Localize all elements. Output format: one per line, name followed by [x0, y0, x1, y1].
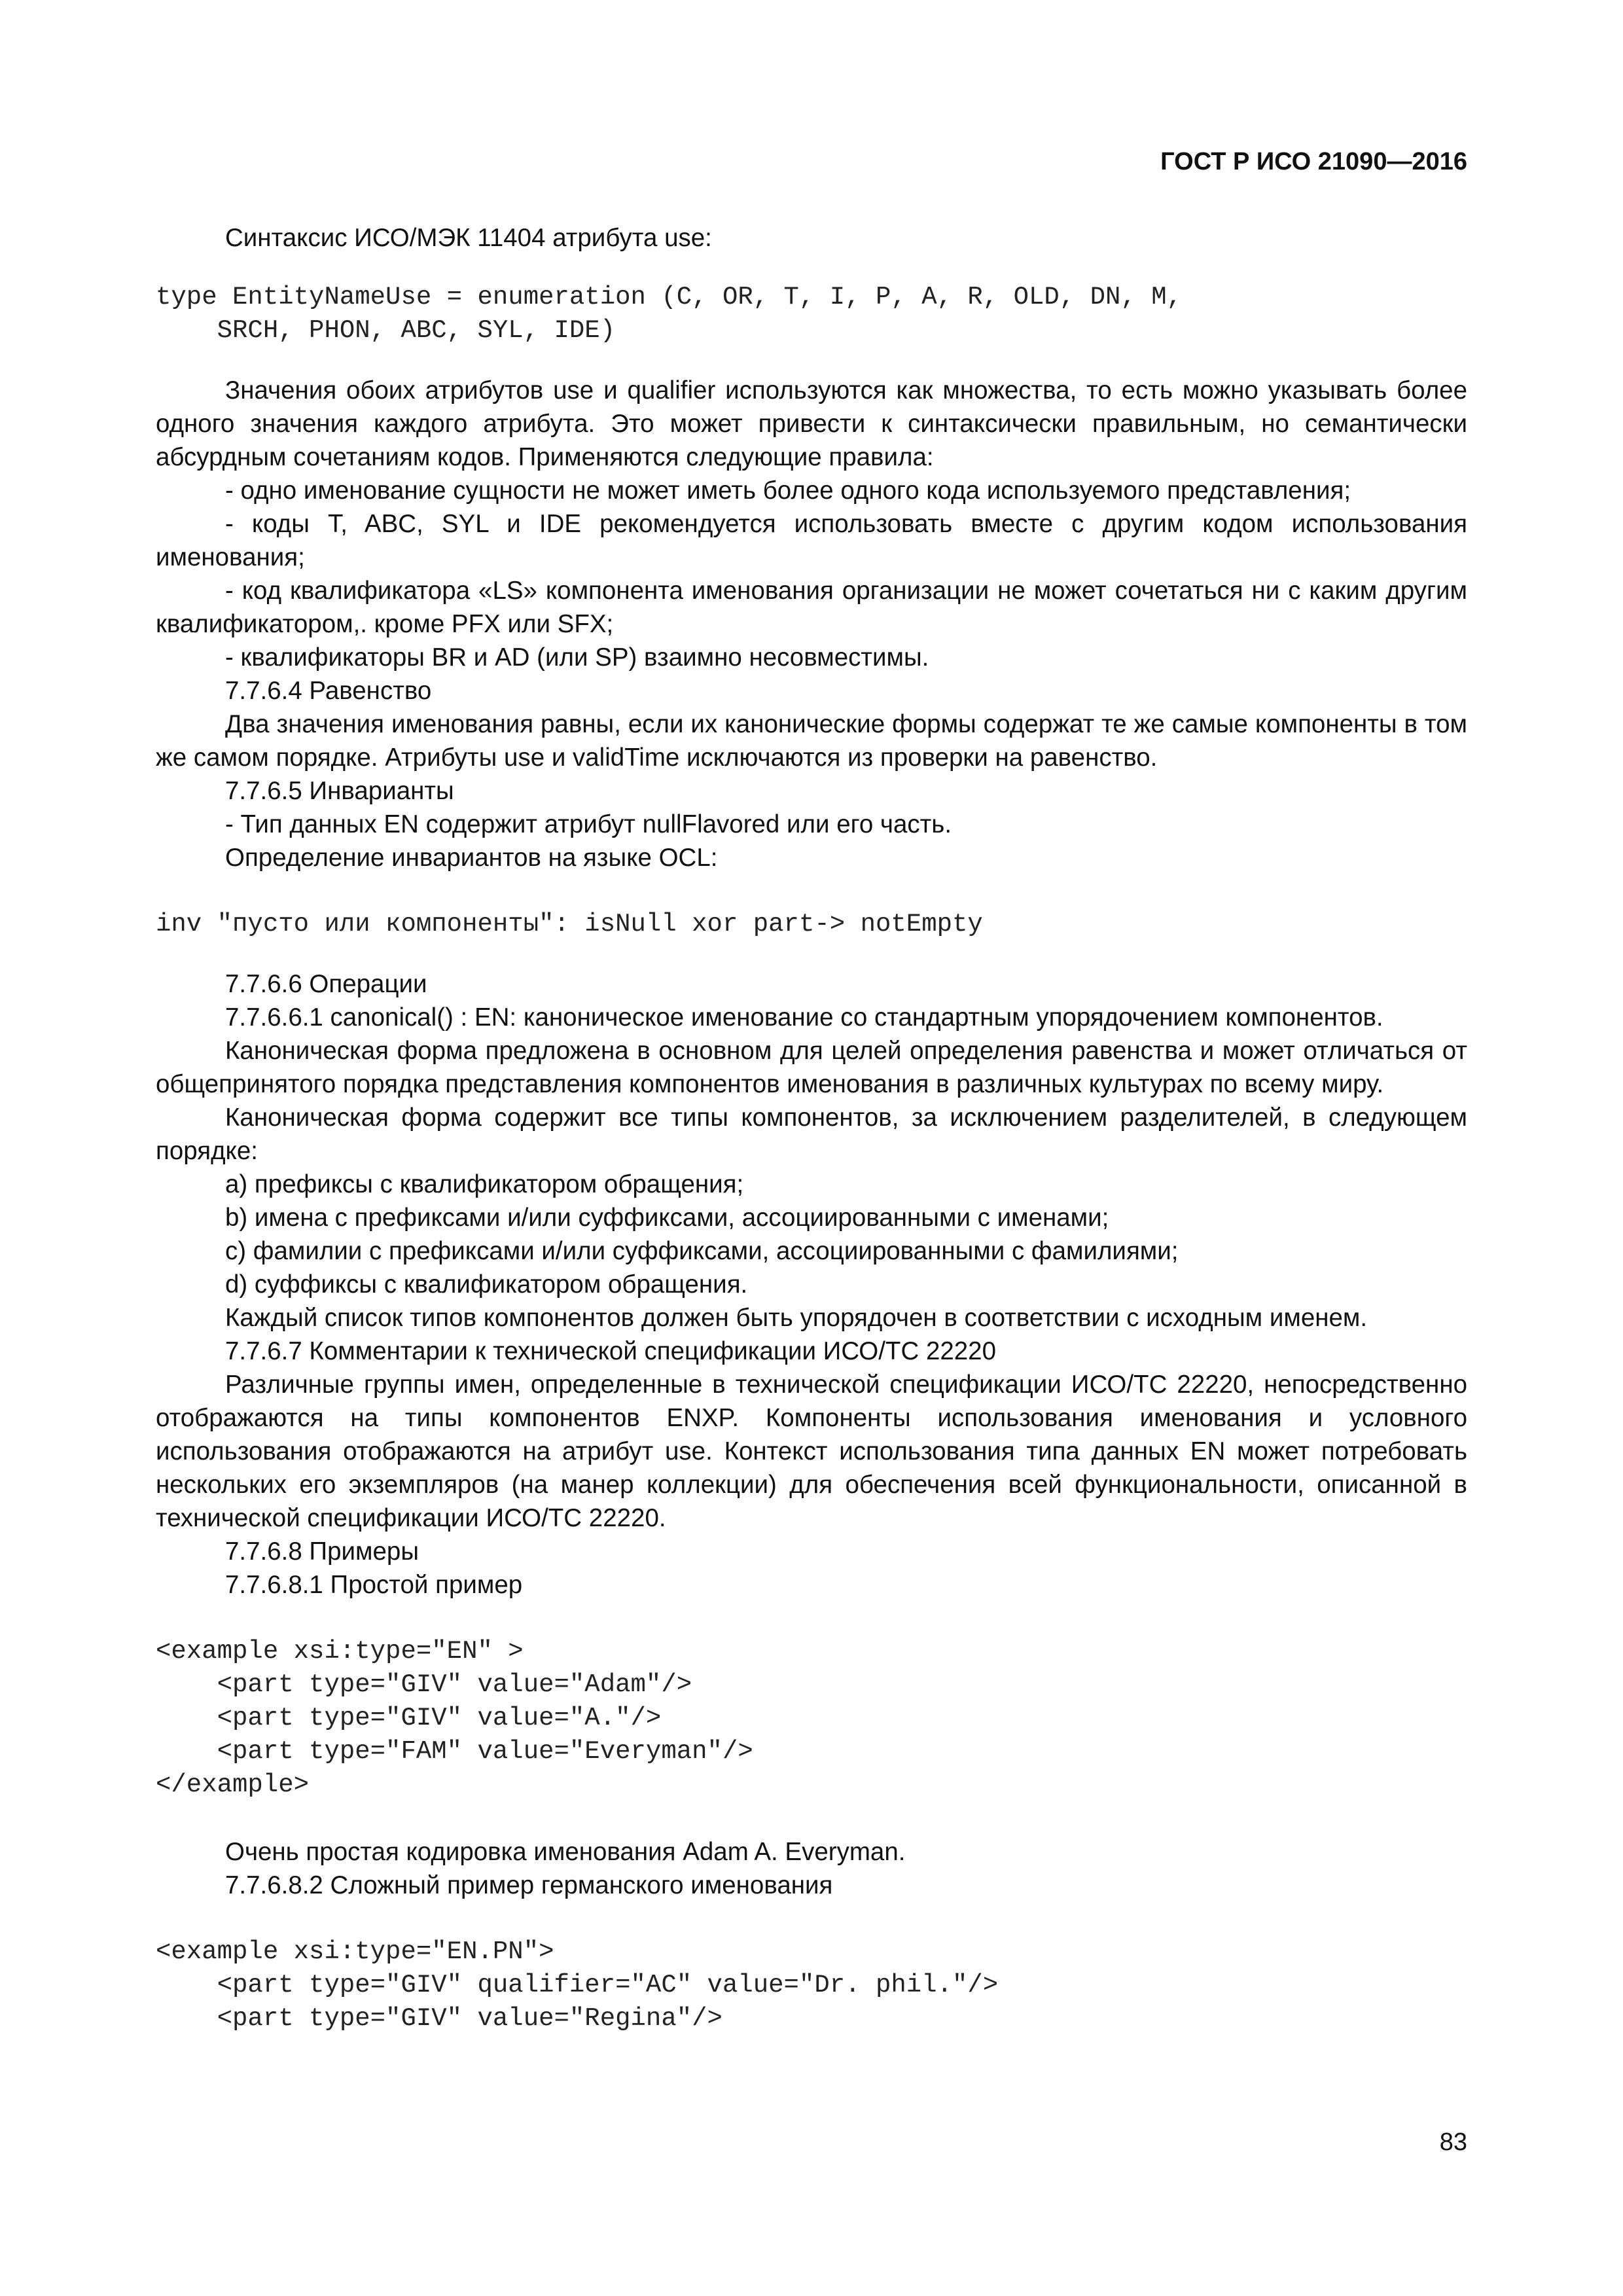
code-example-1-line-4: <part type="FAM" value="Everyman"/>	[156, 1737, 753, 1766]
rule-2: - коды T, ABC, SYL и IDE рекомендуется использовать вместе с другим кодом использования именования;	[156, 510, 1467, 571]
list-item-a: a) префиксы с квалификатором обращения;	[225, 1170, 744, 1198]
paragraph-values: Значения обоих атрибутов use и qualifier используются как множества, то есть можно указывать более одного значения каждого атрибута. Это может привести к синтаксически правильным, но семантически абсурдным сочетаниям кодов. Применяются следующие правила:	[156, 376, 1467, 471]
heading-77681: 7.7.6.8.1 Простой пример	[225, 1571, 523, 1599]
page-number: 83	[1439, 2128, 1467, 2156]
code-example-1-line-2: <part type="GIV" value="Adam"/>	[156, 1670, 692, 1699]
spacer	[156, 1902, 1467, 1935]
spacer	[156, 941, 1467, 967]
heading-77682: 7.7.6.8.2 Сложный пример германского именования	[225, 1871, 833, 1899]
paragraph-canonical-1: Каноническая форма предложена в основном для целей определения равенства и может отличаться от общепринятого порядка представления компонентов именования в различных культурах по всему миру.	[156, 1037, 1467, 1098]
code-block-enum-line-1: type EntityNameUse = enumeration (C, OR, T, I, P, A, R, OLD, DN, M,	[156, 283, 1183, 312]
code-example-1-line-3: <part type="GIV" value="A."/>	[156, 1704, 662, 1732]
rule-3: - код квалификатора «LS» компонента именования организации не может сочетаться ни с каким другим квалификатором,. кроме PFX или SFX;	[156, 577, 1467, 638]
paragraph-equality: Два значения именования равны, если их канонические формы содержат те же самые компоненты в том же самом порядке. Атрибуты use и validTime исключаются из проверки на равенство.	[156, 710, 1467, 772]
list-item-d: d) суффиксы с квалификатором обращения.	[225, 1270, 748, 1299]
code-example-2-line-2: <part type="GIV" qualifier="AC" value="Dr. phil."/>	[156, 1971, 999, 2000]
rule-1: - одно именование сущности не может иметь более одного кода используемого представления;	[225, 476, 1351, 505]
invariant-item: - Тип данных EN содержит атрибут nullFlavored или его часть.	[225, 810, 952, 838]
spacer	[156, 1802, 1467, 1835]
list-item-b: b) имена с префиксами и/или суффиксами, ассоциированными с именами;	[225, 1204, 1109, 1232]
heading-7764: 7.7.6.4 Равенство	[225, 677, 432, 705]
spacer	[156, 1602, 1467, 1635]
heading-77661: 7.7.6.6.1 canonical() : EN: каноническое именование со стандартным упорядочением компонентов.	[225, 1003, 1383, 1031]
code-example-1-line-1: <example xsi:type="EN" >	[156, 1637, 524, 1666]
code-example-2-line-1: <example xsi:type="EN.PN">	[156, 1937, 554, 1966]
ocl-intro: Определение инвариантов на языке OCL:	[225, 844, 718, 872]
code-example-1-line-5: </example>	[156, 1770, 310, 1799]
paragraph-canonical-2: Каноническая форма содержит все типы компонентов, за исключением разделителей, в следующем порядке:	[156, 1103, 1467, 1165]
heading-7768: 7.7.6.8 Примеры	[225, 1537, 419, 1566]
syntax-intro: Синтаксис ИСО/МЭК 11404 атрибута use:	[225, 224, 712, 252]
heading-7766: 7.7.6.6 Операции	[225, 970, 427, 998]
spacer	[156, 874, 1467, 908]
paragraph-order: Каждый список типов компонентов должен быть упорядочен в соответствии с исходным именем.	[225, 1304, 1368, 1332]
spacer	[156, 348, 1467, 374]
code-example-2-line-3: <part type="GIV" value="Regina"/>	[156, 2004, 722, 2033]
heading-7765: 7.7.6.5 Инварианты	[225, 777, 454, 805]
spacer	[156, 255, 1467, 281]
code-block-enum-line-2: SRCH, PHON, ABC, SYL, IDE)	[156, 316, 616, 345]
code-block-invariant: inv "пусто или компоненты": isNull xor part-> notEmpty	[156, 910, 983, 939]
rule-4: - квалификаторы BR и AD (или SP) взаимно несовместимы.	[225, 643, 929, 672]
standard-header: ГОСТ Р ИСО 21090—2016	[1160, 148, 1467, 175]
page-content	[156, 221, 1467, 2036]
list-item-c: c) фамилии с префиксами и/или суффиксами, ассоциированными с фамилиями;	[225, 1237, 1179, 1265]
paragraph-simple-example: Очень простая кодировка именования Adam A. Everyman.	[225, 1838, 906, 1866]
paragraph-comments: Различные группы имен, определенные в технической спецификации ИСО/ТС 22220, непосредственно отображаются на типы компонентов ENXP. Компоненты использования именования и условного использования отображаются на атрибут use. Контекст использования типа данных EN может потребовать нескольких его экземпляров (на манер коллекции) для обеспечения всей функциональности, описанной в технической спецификации ИСО/ТС 22220.	[156, 1371, 1467, 1532]
heading-7767: 7.7.6.7 Комментарии к технической спецификации ИСО/ТС 22220	[225, 1337, 997, 1365]
